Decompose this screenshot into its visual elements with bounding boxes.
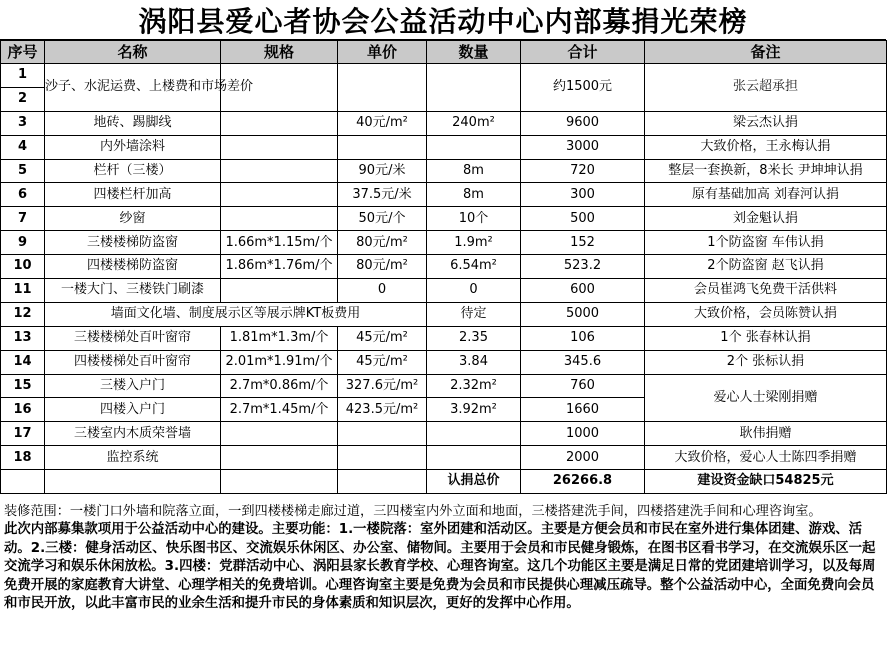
table-row — [1, 422, 887, 446]
cell-name: 一楼大门、三楼铁门刷漆 — [45, 279, 221, 303]
cell-total: 约1500元 — [521, 64, 645, 112]
table-row — [1, 207, 887, 231]
cell-price: 80元/m² — [338, 231, 427, 255]
cell-price: 45元/m² — [338, 326, 427, 350]
cell-total: 300 — [521, 183, 645, 207]
cell-spec — [221, 135, 338, 159]
cell-no: 4 — [1, 135, 45, 159]
cell-qty: 待定 — [427, 302, 521, 326]
cell-note: 耿伟捐赠 — [645, 422, 887, 446]
table-row — [1, 374, 887, 398]
cell-price: 40元/m² — [338, 111, 427, 135]
table-row — [1, 446, 887, 470]
table-row — [1, 64, 887, 88]
header-no: 序号 — [1, 41, 45, 64]
cell-name: 三楼室内木质荣誉墙 — [45, 422, 221, 446]
funding-gap: 建设资金缺口54825元 — [645, 470, 887, 494]
cell-qty: 3.84 — [427, 350, 521, 374]
cell-total: 3000 — [521, 135, 645, 159]
table-row — [1, 111, 887, 135]
cell-qty: 1.9m² — [427, 231, 521, 255]
cell-price — [338, 64, 427, 112]
cell-qty — [427, 446, 521, 470]
cell-price: 327.6元/m² — [338, 374, 427, 398]
cell-note: 大致价格，王永梅认捐 — [645, 135, 887, 159]
total-label: 认捐总价 — [427, 470, 521, 494]
cell-note: 大致价格，爱心人士陈四季捐赠 — [645, 446, 887, 470]
cell-note: 2个防盗窗 赵飞认捐 — [645, 255, 887, 279]
cell-total: 345.6 — [521, 350, 645, 374]
header-note: 备注 — [645, 41, 887, 64]
cell-price: 0 — [338, 279, 427, 303]
header-total: 合计 — [521, 41, 645, 64]
cell-spec — [221, 111, 338, 135]
cell-spec: 1.81m*1.3m/个 — [221, 326, 338, 350]
cell-spec — [221, 446, 338, 470]
cell-no: 7 — [1, 207, 45, 231]
cell-total: 152 — [521, 231, 645, 255]
cell-spec — [221, 422, 338, 446]
cell-note: 2个 张标认捐 — [645, 350, 887, 374]
cell-name: 墙面文化墙、制度展示区等展示牌KT板费用 — [45, 302, 427, 326]
cell-spec: 2.7m*0.86m/个 — [221, 374, 338, 398]
table-row — [1, 255, 887, 279]
cell-total: 9600 — [521, 111, 645, 135]
cell-name: 地砖、踢脚线 — [45, 111, 221, 135]
cell-price — [338, 422, 427, 446]
cell-empty — [45, 470, 221, 494]
cell-no: 10 — [1, 255, 45, 279]
cell-total: 2000 — [521, 446, 645, 470]
cell-no: 1 — [1, 64, 45, 88]
cell-name: 四楼栏杆加高 — [45, 183, 221, 207]
cell-empty — [1, 470, 45, 494]
cell-empty — [338, 470, 427, 494]
cell-spec — [221, 207, 338, 231]
cell-total: 1660 — [521, 398, 645, 422]
cell-price — [338, 446, 427, 470]
total-value: 26266.8 — [521, 470, 645, 494]
table-row — [1, 350, 887, 374]
cell-no: 9 — [1, 231, 45, 255]
cell-no: 13 — [1, 326, 45, 350]
cell-no: 6 — [1, 183, 45, 207]
cell-name: 三楼楼梯防盗窗 — [45, 231, 221, 255]
footer-notes — [0, 503, 886, 669]
cell-qty: 2.35 — [427, 326, 521, 350]
cell-name: 三楼楼梯处百叶窗帘 — [45, 326, 221, 350]
cell-spec: 2.7m*1.45m/个 — [221, 398, 338, 422]
cell-no: 16 — [1, 398, 45, 422]
cell-name: 纱窗 — [45, 207, 221, 231]
board-title: 涡阳县爱心者协会公益活动中心内部募捐光荣榜 — [0, 0, 886, 40]
cell-name: 四楼楼梯防盗窗 — [45, 255, 221, 279]
table-row — [1, 279, 887, 303]
cell-note: 1个 张春林认捐 — [645, 326, 887, 350]
renovation-scope: 装修范围：一楼门口外墙和院落立面，一到四楼楼梯走廊过道，三四楼室内外立面和地面，三楼搭建洗手间，四楼搭建洗手间和心理咨询室。 — [4, 504, 822, 519]
table-row — [1, 135, 887, 159]
table-row — [1, 159, 887, 183]
cell-total: 523.2 — [521, 255, 645, 279]
cell-name: 栏杆（三楼） — [45, 159, 221, 183]
cell-name: 内外墙涂料 — [45, 135, 221, 159]
summary-row — [1, 470, 887, 494]
cell-note: 刘金魁认捐 — [645, 207, 887, 231]
cell-no: 18 — [1, 446, 45, 470]
cell-total: 500 — [521, 207, 645, 231]
cell-total: 5000 — [521, 302, 645, 326]
header-name: 名称 — [45, 41, 221, 64]
cell-total: 106 — [521, 326, 645, 350]
table-row — [1, 302, 887, 326]
cell-qty — [427, 135, 521, 159]
cell-note: 大致价格，会员陈赞认捐 — [645, 302, 887, 326]
cell-spec — [221, 279, 338, 303]
cell-qty: 3.92m² — [427, 398, 521, 422]
cell-price — [338, 135, 427, 159]
table-row — [1, 326, 887, 350]
cell-qty: 2.32m² — [427, 374, 521, 398]
cell-qty: 240m² — [427, 111, 521, 135]
cell-note: 梁云杰认捐 — [645, 111, 887, 135]
cell-name: 四楼楼梯处百叶窗帘 — [45, 350, 221, 374]
header-qty: 数量 — [427, 41, 521, 64]
header-price: 单价 — [338, 41, 427, 64]
cell-note: 会员崔鸿飞免费干活供料 — [645, 279, 887, 303]
cell-empty — [221, 470, 338, 494]
cell-name: 三楼入户门 — [45, 374, 221, 398]
cell-no: 14 — [1, 350, 45, 374]
cell-total: 600 — [521, 279, 645, 303]
cell-note: 张云超承担 — [645, 64, 887, 112]
cell-spec — [221, 159, 338, 183]
cell-spec: 2.01m*1.91m/个 — [221, 350, 338, 374]
cell-no: 15 — [1, 374, 45, 398]
donation-table — [0, 40, 887, 494]
header-spec: 规格 — [221, 41, 338, 64]
cell-spec: 1.66m*1.15m/个 — [221, 231, 338, 255]
table-row — [1, 231, 887, 255]
cell-no: 11 — [1, 279, 45, 303]
cell-qty: 10个 — [427, 207, 521, 231]
cell-total: 720 — [521, 159, 645, 183]
cell-price: 90元/米 — [338, 159, 427, 183]
cell-total: 1000 — [521, 422, 645, 446]
cell-qty: 0 — [427, 279, 521, 303]
cell-no: 5 — [1, 159, 45, 183]
cell-name: 沙子、水泥运费、上楼费和市场差价 — [45, 64, 221, 112]
cell-no: 12 — [1, 302, 45, 326]
cell-spec: 1.86m*1.76m/个 — [221, 255, 338, 279]
table-row — [1, 183, 887, 207]
cell-price: 50元/个 — [338, 207, 427, 231]
cell-qty — [427, 64, 521, 112]
cell-no: 3 — [1, 111, 45, 135]
cell-no: 17 — [1, 422, 45, 446]
cell-no: 2 — [1, 87, 45, 111]
cell-qty — [427, 422, 521, 446]
cell-name: 四楼入户门 — [45, 398, 221, 422]
cell-note: 1个防盗窗 车伟认捐 — [645, 231, 887, 255]
cell-spec — [221, 183, 338, 207]
cell-qty: 6.54m² — [427, 255, 521, 279]
cell-price: 80元/m² — [338, 255, 427, 279]
cell-price: 45元/m² — [338, 350, 427, 374]
cell-price: 37.5元/米 — [338, 183, 427, 207]
cell-qty: 8m — [427, 159, 521, 183]
cell-note: 原有基础加高 刘春河认捐 — [645, 183, 887, 207]
cell-note: 整层一套换新，8米长 尹坤坤认捐 — [645, 159, 887, 183]
cell-name: 监控系统 — [45, 446, 221, 470]
cell-total: 760 — [521, 374, 645, 398]
project-description: 此次内部募集款项用于公益活动中心的建设。主要功能：1.一楼院落：室外团建和活动区。主要是方便会员和市民在室外进行集体团建、游戏、活动。2.三楼：健身活动区、快乐图书区、交流娱乐休闲区、办公室、储物间。主要用于会员和市民健身锻炼，在图书区看书学习，在交流娱乐区一起交流学习和娱乐休闲放松。3.四楼：党群活动中心、涡阳县家长教育学校、心理咨询室。这几个功能区主要是满足日常的党团建培训学习，以及每周免费开展的家庭教育大讲堂、心理学相关的免费培训。心理咨询室主要是免费为会员和市民提供心理减压疏导。整个公益活动中心，全面免费向会员和市民开放，以此丰富市民的业余生活和提升市民的身体素质和知识层次，更好的发挥中心作用。 — [4, 522, 876, 611]
cell-qty: 8m — [427, 183, 521, 207]
cell-price: 423.5元/m² — [338, 398, 427, 422]
cell-note: 爱心人士梁刚捐赠 — [645, 374, 887, 422]
table-header-row — [1, 41, 887, 64]
